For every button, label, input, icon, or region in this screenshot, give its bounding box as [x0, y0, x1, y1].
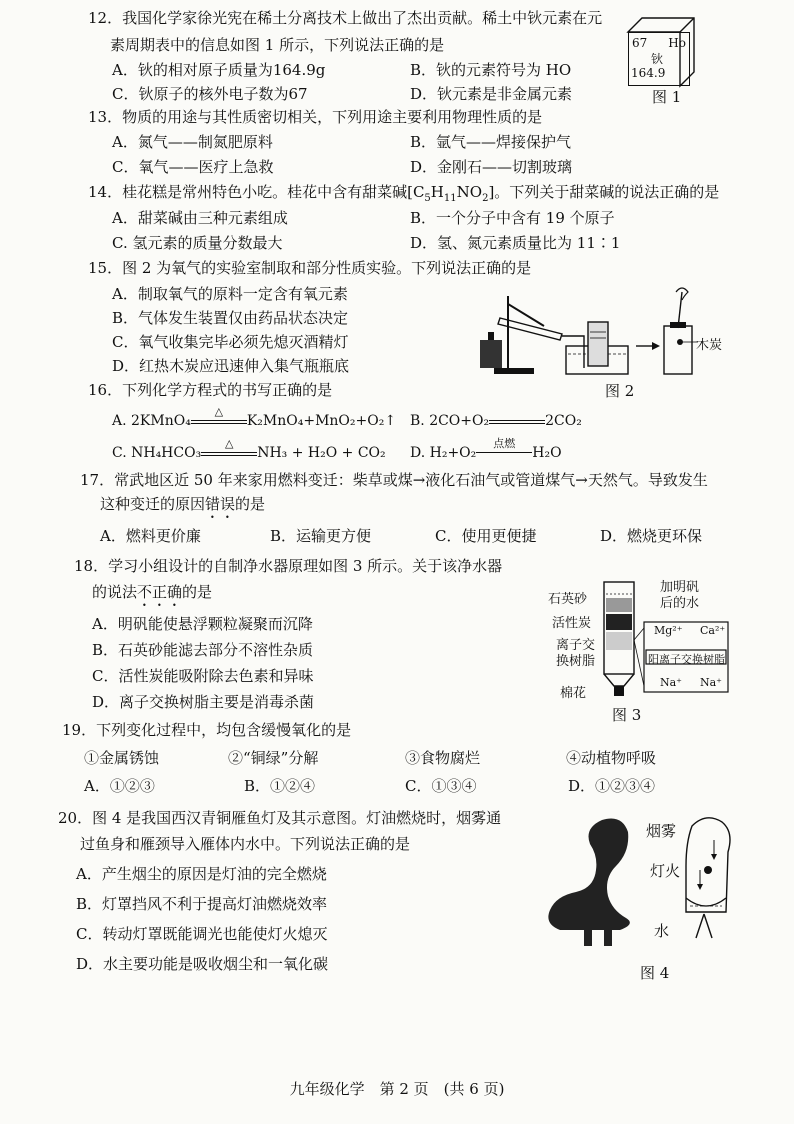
- q19-option-a: A．①②③: [84, 777, 155, 795]
- q19-option-b: B．①②④: [244, 777, 316, 795]
- label-resin-1: 离子交: [556, 638, 596, 653]
- q16-stem: 16．下列化学方程式的书写正确的是: [88, 381, 333, 399]
- q17-option-c: C．使用更便捷: [435, 527, 537, 545]
- goose-fish-lamp-figure: [532, 810, 750, 960]
- label-quartz-sand: 石英砂: [548, 592, 588, 607]
- q14-stem-post: ]。下列关于甜菜碱的说法正确的是: [488, 183, 720, 201]
- ignite-condition: 点燃: [493, 437, 516, 450]
- label-cotton: 棉花: [560, 686, 587, 701]
- q13-option-d: D．金刚石——切割玻璃: [410, 158, 573, 176]
- q17-stem-line1: 17．常武地区近 50 年来家用燃料变迁：柴草或煤→液化石油气或管道煤气→天然气。导致发生: [80, 471, 708, 489]
- q18-emphasis: 不正确: [137, 583, 183, 601]
- q20-option-c: C．转动灯罩既能调光也能使灯火熄灭: [76, 925, 328, 943]
- figure3-caption: 图 3: [612, 706, 642, 724]
- element-symbol: Ho: [668, 36, 686, 50]
- q14-stem: 14．桂花糕是常州特色小吃。桂花中含有甜菜碱$[C_5H_{11}NO_2]$。下列关于甜菜碱的说法正确的是: [88, 183, 720, 204]
- q16-a-right: K₂MnO₄+MnO₂+O₂↑: [246, 413, 397, 429]
- q12-option-c: C．钬原子的核外电子数为67: [112, 85, 308, 103]
- q17-option-d: D．燃烧更环保: [600, 527, 703, 545]
- q20-stem-line2: 过鱼身和雁颈导入雁体内水中。下列说法正确的是: [80, 835, 411, 853]
- q17-emphasis: 错误: [205, 495, 236, 513]
- q19-item-4: ④动植物呼吸: [566, 749, 657, 767]
- q13-option-c: C．氧气——医疗上急救: [112, 158, 274, 176]
- q18-option-b: B．石英砂能滤去部分不溶性杂质: [92, 641, 314, 659]
- q12-stem-line1: 12．我国化学家徐光宪在稀土分离技术上做出了杰出贡献。稀土中钬元素在元: [88, 9, 603, 27]
- q18-stem-line1: 18．学习小组设计的自制净水器原理如图 3 所示。关于该净水器: [74, 557, 503, 575]
- label-na-ion-2: Na⁺: [700, 676, 722, 689]
- label-na-ion-1: Na⁺: [660, 676, 682, 689]
- q16-d-left: D. H₂+O₂: [410, 445, 477, 461]
- q16-b-right: 2CO₂: [545, 413, 582, 429]
- label-cation-resin: 阳离子交换树脂: [648, 653, 725, 666]
- q16-option-d: [410, 437, 562, 466]
- label-alum-water-1: 加明矾: [660, 580, 700, 595]
- q16-c-left: C. NH₄HCO₃: [112, 445, 202, 461]
- q19-stem: 19．下列变化过程中，均包含缓慢氧化的是: [62, 721, 352, 739]
- q16-a-left: A. 2KMnO₄: [112, 413, 191, 429]
- q12-option-a: A．钬的相对原子质量为164.9g: [112, 61, 326, 79]
- q17-stem-pre: 这种变迁的原因: [100, 495, 206, 513]
- q15-option-d: D．红热木炭应迅速伸入集气瓶瓶底: [112, 357, 350, 375]
- q18-option-a: A．明矾能使悬浮颗粒凝聚而沉降: [92, 615, 313, 633]
- element-name: 钬: [651, 52, 664, 66]
- q19-item-1: ①金属锈蚀: [84, 749, 160, 767]
- q16-b-left: B. 2CO+O₂: [410, 413, 490, 429]
- q19-option-d: D．①②③④: [568, 777, 656, 795]
- q20-stem-line1: 20．图 4 是我国西汉青铜雁鱼灯及其示意图。灯油燃烧时，烟雾通: [58, 809, 502, 827]
- q17-option-b: B．运输更方便: [270, 527, 372, 545]
- label-mg-ion: Mg²⁺: [654, 624, 683, 637]
- q16-option-c: [112, 437, 386, 466]
- q20-option-b: B．灯罩挡风不利于提高灯油燃烧效率: [76, 895, 328, 913]
- heat-symbol: △: [214, 405, 224, 418]
- q14-option-d: D．氢、氮元素质量比为 11∶1: [410, 234, 621, 252]
- label-activated-carbon: 活性炭: [552, 616, 592, 631]
- q13-stem: 13．物质的用途与其性质密切相关，下列用途主要利用物理性质的是: [88, 108, 543, 126]
- q16-c-right: NH₃ + H₂O + CO₂: [257, 445, 386, 461]
- figure1-caption: 图 1: [652, 88, 682, 106]
- q18-stem-line2: [92, 580, 212, 610]
- label-flame: 灯火: [650, 862, 681, 880]
- q12-option-d: D．钬元素是非金属元素: [410, 85, 573, 103]
- q20-option-d: D．水主要功能是吸收烟尘和一氧化碳: [76, 955, 329, 973]
- q15-option-c: C．氧气收集完毕必须先熄灭酒精灯: [112, 333, 349, 351]
- periodic-cell: [628, 32, 690, 86]
- q19-item-3: ③食物腐烂: [405, 749, 481, 767]
- q14-option-b: B．一个分子中含有 19 个原子: [410, 209, 615, 227]
- q12-stem-line2: 素周期表中的信息如图 1 所示，下列说法正确的是: [110, 36, 445, 54]
- q15-option-b: B．气体发生装置仅由药品状态决定: [112, 309, 349, 327]
- q14-option-c: C. 氢元素的质量分数最大: [112, 234, 283, 252]
- label-alum-water-2: 后的水: [660, 596, 700, 611]
- q19-item-2: ②“铜绿”分解: [228, 749, 319, 767]
- q14-stem-pre: 14．桂花糕是常州特色小吃。桂花中含有甜菜碱[C: [88, 183, 425, 201]
- q17-option-a: A．燃料更价廉: [100, 527, 201, 545]
- q15-option-a: A．制取氧气的原料一定含有氧元素: [112, 285, 348, 303]
- q20-option-a: A．产生烟尘的原因是灯油的完全燃烧: [76, 865, 327, 883]
- q18-stem-post: 的是: [182, 583, 213, 601]
- label-resin-2: 换树脂: [556, 654, 596, 669]
- figure2-caption: 图 2: [605, 382, 635, 400]
- atomic-mass: 164.9: [631, 66, 666, 80]
- q18-option-d: D．离子交换树脂主要是消毒杀菌: [92, 693, 315, 711]
- label-ca-ion: Ca²⁺: [700, 624, 726, 637]
- figure4-caption: 图 4: [640, 964, 670, 982]
- charcoal-label: 木炭: [696, 338, 723, 353]
- q17-stem-line2: [100, 492, 265, 522]
- q19-option-c: C．①③④: [405, 777, 477, 795]
- label-smoke: 烟雾: [646, 822, 677, 840]
- q16-d-right: H₂O: [532, 445, 562, 461]
- atomic-number: 67: [632, 36, 648, 50]
- q14-option-a: A．甜菜碱由三种元素组成: [112, 209, 288, 227]
- q12-option-b: B．钬的元素符号为 HO: [410, 61, 572, 79]
- page-footer: 九年级化学 第 2 页 (共 6 页): [289, 1080, 505, 1098]
- q16-option-b: [410, 408, 582, 434]
- q15-stem: 15．图 2 为氧气的实验室制取和部分性质实验。下列说法正确的是: [88, 259, 532, 277]
- q13-option-a: A．氮气——制氮肥原料: [112, 133, 273, 151]
- q13-option-b: B．氩气——焊接保护气: [410, 133, 572, 151]
- q17-stem-post: 的是: [235, 495, 266, 513]
- oxygen-apparatus-figure: [470, 282, 730, 382]
- q18-stem-pre: 的说法: [92, 583, 138, 601]
- label-water: 水: [654, 922, 670, 940]
- q18-option-c: C．活性炭能吸附除去色素和异味: [92, 667, 314, 685]
- q16-option-a: [112, 405, 397, 434]
- heat-symbol: △: [224, 437, 234, 450]
